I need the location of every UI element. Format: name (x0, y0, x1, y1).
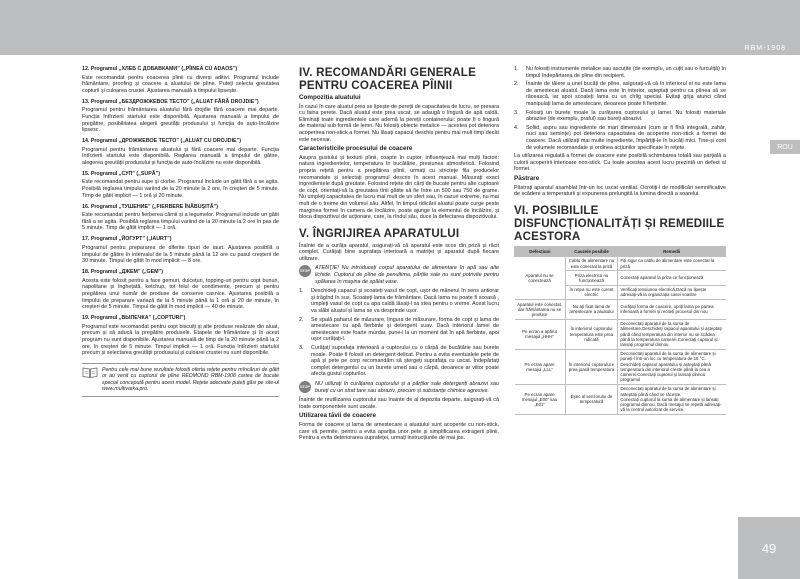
step-number: 2. (514, 81, 519, 88)
tray-title: Utilizarea tăvii de coacere (299, 412, 377, 420)
composition-text: În cazul în care aluatul prea se lipește de pereții de capacitatea de lucru, se presara cu faina perete. Dacă aluatul este prea uscat, se adaugă o lingură de apă caldă. Eliminați toate ingredientele care ademă la pereții containerului: poate fi o lingură de material sub formă de lemn. Nu folosiți obiecte metalice — acestea pot deteriora acoperirea non-stick a formei. Nu lăsați capacul deschis pentru mai mult timp decât este necesar. (299, 103, 499, 143)
warning-abrasive-text: NU utilizați în curățarea cuptorului și a părților sale detergenți abrazivi sau bureți cu un strat tare sau abraziv, precum și substanțe chimice agresive. (315, 380, 499, 394)
cause-cell: Nu ați fixat lama de amestecare a aluatului (565, 300, 618, 320)
section-5-title: V. ÎNGRIJIREA APARATULUI (299, 226, 460, 240)
cause-cell: În interiorul cuptorului temperatura este prea ridicată (565, 319, 618, 349)
warning-immersion (299, 265, 499, 285)
program-text: Acesta este folosit pentru a face gemuri, dulcețuri, topping-uri pentru copt bunuri, napolitane și înghețată, ketchup, tot felul de condimente, precum și pentru pregătirea unui număr de produse de conserve casnice. Ajustarea posibilă a timpului de preparare variază de la 5 minute până la 1 oră și 20 de minute, în creșteri de 5 minute. Timpul de gătit în mod implicit — 40 de minute. (82, 277, 279, 311)
care-intro: Înainte de a curăța aparatul, asigurați-vă că aparatul este scos din priză și răcit complet. Curățați bine suprafața interioară a matriței și aparatul după fiecare utilizare. (299, 242, 499, 262)
defect-cell: Aparatul este conectat, dar frământarea nu se produce (515, 300, 566, 320)
tray-step (514, 110, 726, 123)
recipe-note-text: Pentru cele mai bune rezultate folosiți oferta rețete pentru mîncăruri de gătit or au venit cu cuptorul de pîine REDMOND RBM-1908 cartea de bucate special concepută pentru acest model. Rețete adecvate puteți găsi pe site-ul www.multivarka.pro. (102, 366, 279, 393)
table-row (515, 300, 726, 320)
tray-text: Forma de coacere și lama de amestecare a aluatului sunt acoperite cu non-stick, care vă permite, pentru a evita apariția unor pete și simplificarea extragerii pîinii. Pentru a evita deteriorarea suprafeței, urmați instrucțiunile de mai jos. (299, 421, 499, 442)
program-title: 13. Programul „БЕЗДРОЖЖЕВОЕ ТЕСТО” („ALUAT FĂRĂ DROJDIE”) (82, 98, 259, 105)
features-title: Caracteristicile procesului de coacere (299, 145, 413, 153)
program-title: 14. Programul „ДРОЖЖЕВОЕ ТЕСТО” („ALUAT CU DROJDIE”) (82, 138, 241, 145)
remedy-cell: Deconectați aparatul de la sursa de alimentare și puneți-l într-un loc cu temperatura de 15 °С. Deschideți capacul aparatului și așteptați până temperatura din interiorul creste până la cea a camerei.Conectați cuptorul și lansați dinnou programul (618, 349, 726, 384)
program-text: Programul pentru frământarea aluatului fără drojdie fără coacere mai departe. Funcția întîrzierii startului este disponibilă. Ajustarea manuală a timpului de pregătire, posibilitatea alegerii greutății produsului și funcția de auto-încălzire lipsesc. (82, 107, 279, 134)
care-step (299, 288, 499, 314)
cause-cell: Eşec al senzorului de temperatură (565, 384, 618, 414)
program-title: 15. Programul „СУП” („SUPĂ”) (82, 170, 160, 177)
cause-cell: În rețea nu este curent electric (565, 285, 618, 299)
warning-abrasive (299, 381, 499, 394)
header-cause: Cauzele posibile (565, 246, 618, 256)
program-text: Programul pentru frământarea aluatului și fără coacere mai departe. Funcția întîrzierii startului este disponibilă. Reglarea manuală a timpului de gătire, alegerea greutății produsului și funcția de auto-încălzire nu este disponibilă. (82, 146, 279, 166)
section-4-title: IV. RECOMANDĂRI GENERALE PENTRU COACEREA PÎINII (299, 66, 477, 92)
section-6-title: VI. POSIBILILE DISFUNCȚIONALITĂȚI ȘI REMEDIILE ACESTORA (514, 203, 725, 243)
header-defect: Defecțiuni (515, 246, 566, 256)
remedy-cell: Verificați tensiunea electrică.Dacă nu lipește adresați-vă la organizația casei voastre (618, 285, 726, 299)
defect-cell: Pe ecran a apărut mesajul „HHH” (515, 319, 566, 349)
defect-cell: Pe ecran apare mesajul „LLL” (515, 349, 566, 384)
program-title: 17. Programul „ЙОГУРТ” („IAURT”) (82, 236, 172, 243)
remedy-cell: Fiți sigur ca cablu de alimentare este conectat la priză (618, 256, 726, 270)
tray-steps (514, 66, 726, 151)
cause-cell: Cablu de alimentare nu este conectat la priză (565, 256, 618, 270)
table-row (515, 256, 726, 270)
step-number: 1. (299, 288, 304, 295)
step-text: Folosiți un burete moale la curățarea cuptorului și lamei. Nu folosiți materiale abrazive (de exemplu, praful) sau bureți abrazivi. (526, 109, 726, 123)
care-final-text: Înainte de reutilizarea cuptorului sau înainte de al depozita departe, asigurați-vă că toate componentele sunt uscate. (299, 397, 499, 410)
recipe-note (82, 363, 279, 397)
step-text: Nu folosiți instrumente metalice sau ascuțite (de exemplu, un cuțit sau o furculiță) în timpul îndepărtarea de pîine din recipient. (526, 66, 726, 79)
step-number: 1. (514, 66, 519, 72)
header-remedy: Remedii (618, 246, 726, 256)
program-text: Programul pentru prepararea de diferite tipuri de iaurt. Ajustarea posibilă a timpului de gătire în intervalul de la 5 minute până la 12 ore cu pasul creșterii de 30 minute. Timpul de gătit în mod implicit — 8 ore. (82, 245, 279, 265)
replace-text: La utilizarea regulată a formei de coacere este posibilă schimbarea totală sau parțială a culorii acoperirii interioare non-stick. Cu toate acestea acest lucru prezintă un defect al formei. (514, 153, 726, 173)
step-text: Înainte de tăiere a unei bucăți de pîine, asigurați-vă că în interiorul ei nu este lama de amestecat aluatul. Dacă lama este în interior, așteptați pentru ca pîinea să se răcească, iar apoi scoateți lama cu un cîrlig special. Evitați grija atunci când manipulați lama de amestecare, deoarece poate fi fierbinte. (526, 81, 726, 107)
column-storage-troubleshooting (514, 66, 726, 415)
care-step (299, 345, 499, 378)
step-text: Se spală paharul de măsurare, lingura de măsurare, forma de copt și lama de amestecare cu apă fierbinte și detergent suav. Dacă interiorul lamei de amestecare este foarte murdar, pune-l la un moment dat în apă fierbinte, apoi ușor curățați-l. (311, 316, 499, 343)
program-text: Este recomandat pentru coacerea pîinii cu diverși aditivi. Programul include frământare, proofing și coacere a aluatului de pîine. Puteți selecta greutatea copturii și culoarea crustei. Ajustarea manuală a timpului lipsește. (82, 74, 279, 94)
composition-title: Compoziția aluatului (299, 94, 361, 101)
remedy-cell: Curățați forma de coacere, opriți lama pe partea inferioară a formei și reciteți procesul din nou (618, 300, 726, 320)
program-text: Este recomandat pentru supe și ciorbe. Programul include un gătit fără a se agita. Posibilă reglarea timpului variind de la 20 minute la 2 ore, în creșteri de 5 minute. Timp de gătit implicit — 1 oră și 20 minute. (82, 179, 279, 199)
warning-immersion-text: ATENȚIE! Nu introduceți corpul aparatului de alimentare în apă sau alte lichide. Cuptorul de pîine de penultima, părțile sale nu sunt potrivite pentru spălarea în mașina de spălat vase. (315, 265, 499, 285)
step-text: Curățați suprafața interioară a cuptorului cu o cârpă de bucătărie sau burete moale. Poate fi folosit un detergent delicat. Pentru a evita eventualele pete de apă și pete pe corp recomandăm să ștergeți suprafața cu uscat. Îndepărtați complet detergentul cu un burete umed sau o cârpă, deoarece ar viitor poate afecta gustul copturilor. (311, 345, 499, 378)
defect-cell: Pe ecran apare mesajul „E00” sau „E01” (515, 384, 566, 414)
step-text: Deschideți capacul și scoateți vasul de copt, ușor de mânerul în sens antiorar și trăgînd în sus. Scoateți lama de frământare. Dacă lama nu poate fi scoasă , umpleți vasul de copt cu apa caldă lăsați-l sa stea pentru o vreme. Acest lucru va slăbi aluatul și lama se va desprinde ușor. (311, 288, 499, 315)
remedy-cell: Deconectați aparatul de la sursa de alimentare și așteptați până când se răcește. Conectați cuptorul la sursa de alimentare și lansați programul dinnou. Dacă mesajul se repetă adresați-vă la centrul autorizat de service. (618, 384, 726, 414)
program-text: Este recomandat pentru fierberea cărnii și a legumelor. Programul include un gătit fără a se agita. Posibilă reglarea timpului variind de la 20 minute la 2 ore în pas de 5 minute. Timp de gătit implicit — 1 oră. (82, 212, 279, 232)
remedy-cell: Deconectați aparatul de la sursa de alimentare.Deschideți capacul aparatului și așteptați până când temperatura din interior nu se scădea până la temperatura camerei.Conectați cuptorul și lansați programul dinnou (618, 319, 726, 349)
care-step (299, 317, 499, 343)
defect-cell: Aparatul nu se conectează (515, 256, 566, 299)
troubleshooting-table (514, 246, 726, 415)
page-number: 49 (738, 517, 800, 579)
tray-step (514, 66, 726, 79)
header-bar (0, 0, 800, 55)
tray-step (514, 81, 726, 107)
cause-cell: Priza electrica nu funcționează (565, 271, 618, 285)
cause-cell: În interiorul cuptorului e prea joasă temperatura (565, 349, 618, 384)
step-number: 2. (299, 316, 304, 323)
remedy-cell: Conectați aparatul la priza ce funcționează (618, 271, 726, 285)
program-text: Programul este recomandat pentru copt biscuiți și alte produse realizate din aluat, precum și să aducă la pregătire produsele. Etapele de frământare și în acest program nu sunt disponibile. Ajustarea manuală de timp de la 20 minute până la 2 ore, în creșteri de 5 minute. Timpul implicit — 1 oră. Funcția întîrzierii startului precum și selectarea greutății produsului și culoarei crustei nu sunt disponibile. (82, 323, 279, 357)
model-label: RBM-1908 (744, 45, 786, 52)
step-number: 3. (514, 109, 519, 116)
program-list (82, 66, 279, 357)
care-steps (299, 288, 499, 378)
storage-title: Păstrare (514, 174, 540, 182)
table-header-row (515, 246, 726, 256)
program-title: 12. Programul „ХЛЕБ С ДОБАВКАМИ” („PÎINEA CU ADAOS”) (82, 66, 238, 72)
table-row (515, 319, 726, 349)
step-number: 3. (299, 345, 304, 351)
column-programs (82, 66, 279, 397)
stop-icon: STOP (299, 381, 311, 393)
table-row (515, 349, 726, 384)
features-text: Asupra gustului și texturii pîinii, coapte în cuptor, influențează mai mulți factori: natura ingredientelor, temperatura în bucătărie, presiunea atmosferică. Folosind propria rețetă pentru a pregătirea pîinii, urmați cu strictețe fila producelor recomandate și selectați programul descris în acest manual. Măsurați exact ingredientele după greutate. Folosind rețete din cărți de bucate pentru alte cuptoare de copt, orientați-vă la greutatea tînii gătite să fie între un 500 sau 750 de grame. Nu umpleți capacitatea de lucru mai mult de un sfert sau, în cazuri extreme, nu mai mult de o treime din volumul său. Altfel, în timpul ridicării aluatul poate curge peste marginea formei în camera de încălzire, poate ajunge la elementul de încălzire, și bloca dispozitivul de acționare, care, la rîndul său, duce la defectarea dispozitivului. (299, 154, 499, 221)
book-icon (82, 367, 98, 378)
column-recommendations (299, 66, 499, 444)
program-title: 18. Programul „ДЖЕМ” („GEM”) (82, 269, 163, 276)
program-title: 16. Programul „ТУШЕНИЕ” („FIERBERE ÎNĂBUȘITĂ”) (82, 203, 219, 210)
step-number: 4. (514, 124, 519, 131)
program-title: 19. Programul „ВЫПЕЧКА” („COPTURI”) (82, 315, 186, 322)
table-row (515, 384, 726, 414)
storage-text: Păstrați aparatul asamblat într-un loc uscat ventilat. Ocrotiți-l de modificări semnificative de scădere a temperaturii și expunerea prelungită la lumina directă a soarelui. (514, 184, 726, 198)
stop-icon: STOP (299, 265, 311, 277)
tray-step (514, 125, 726, 151)
language-tab: ROU (770, 140, 800, 154)
step-text: Soliid, aspru sau ingrediente de mari dimensiuni (cum ar fi fînă integrală, zahăr, nuci sau semințe) pot deteriora capacitatea de acoperire non-stick a formei de coacere. Dacă utilizați mai multe ingrediente, împărțiți-le în bucăți mici. Tine-și cont de volumele recomandate și ordinea acțiunilor specificate în rețete. (526, 124, 726, 151)
